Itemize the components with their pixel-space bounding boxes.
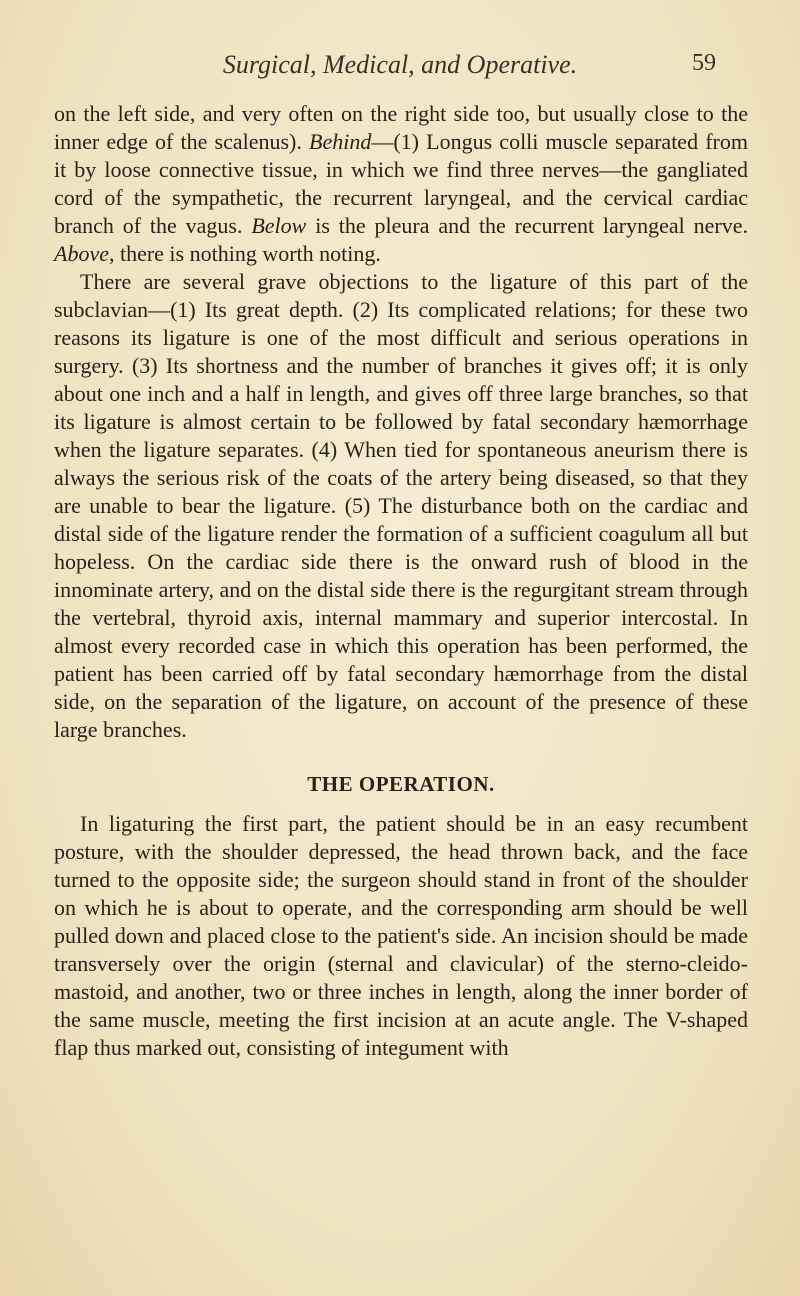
text-span: , there is nothing worth noting. [108, 241, 381, 266]
running-title: Surgical, Medical, and Operative. [222, 50, 578, 79]
italic-above: Above [54, 241, 109, 266]
text-span: is the pleura and the recurrent laryngeal nerve. [306, 213, 748, 238]
body-text [54, 100, 748, 1062]
page-number: 59 [692, 50, 716, 76]
paragraph-relations [54, 100, 748, 268]
section-heading: THE OPERATION. [307, 772, 495, 796]
text-span: on the left side, and very often on the right side too, but usually close to the inner edge of the scalenus). [54, 101, 748, 154]
italic-behind: Behind [309, 129, 372, 154]
running-head [0, 44, 800, 84]
paragraph-operation: In ligaturing the first part, the patient should be in an easy recumbent posture, with the shoulder depressed, the head thrown back, and the face turned to the opposite side; the surgeon should stand in front of the shoulder on which he is about to operate, and the corresponding arm should be well pulled down and placed close to the patient's side. An incision should be made transversely over the origin (sternal and clavicular) of the sterno-cleido-mastoid, and another, two or three inches in length, along the inner border of the same muscle, meeting the first incision at an acute angle. The V-shaped flap thus marked out, consisting of integument with [54, 811, 748, 1060]
text-span: —(1) Longus colli muscle separated from it by loose connective tissue, in which we find three nerves—the gangliated cord of the sympathetic, the recurrent laryngeal, and the cervical cardiac branch of the vagus. [54, 129, 748, 238]
italic-below: Below [251, 213, 307, 238]
paragraph-objections: There are several grave objections to the ligature of this part of the subclavian—(1) Its great depth. (2) Its complicated relations; for these two reasons its ligature is one of the most difficult and serious operations in surgery. (3) Its shortness and the number of branches it gives off; it is only about one inch and a half in length, and gives off three large branches, so that its ligature is almost certain to be followed by fatal secondary hæmorrhage when the ligature separates. (4) When tied for spontaneous aneurism there is always the serious risk of the coats of the artery being diseased, so that they are unable to bear the ligature. (5) The disturbance both on the cardiac and distal side of the ligature render the formation of a sufficient coagulum all but hopeless. On the cardiac side there is the onward rush of blood in the innominate artery, and on the distal side there is the regurgitant stream through the vertebral, thyroid axis, internal mammary and superior intercostal. In almost every recorded case in which this operation has been performed, the patient has been carried off by fatal secondary hæmorrhage from the distal side, on the separation of the ligature, on account of the presence of these large branches. [54, 269, 748, 742]
